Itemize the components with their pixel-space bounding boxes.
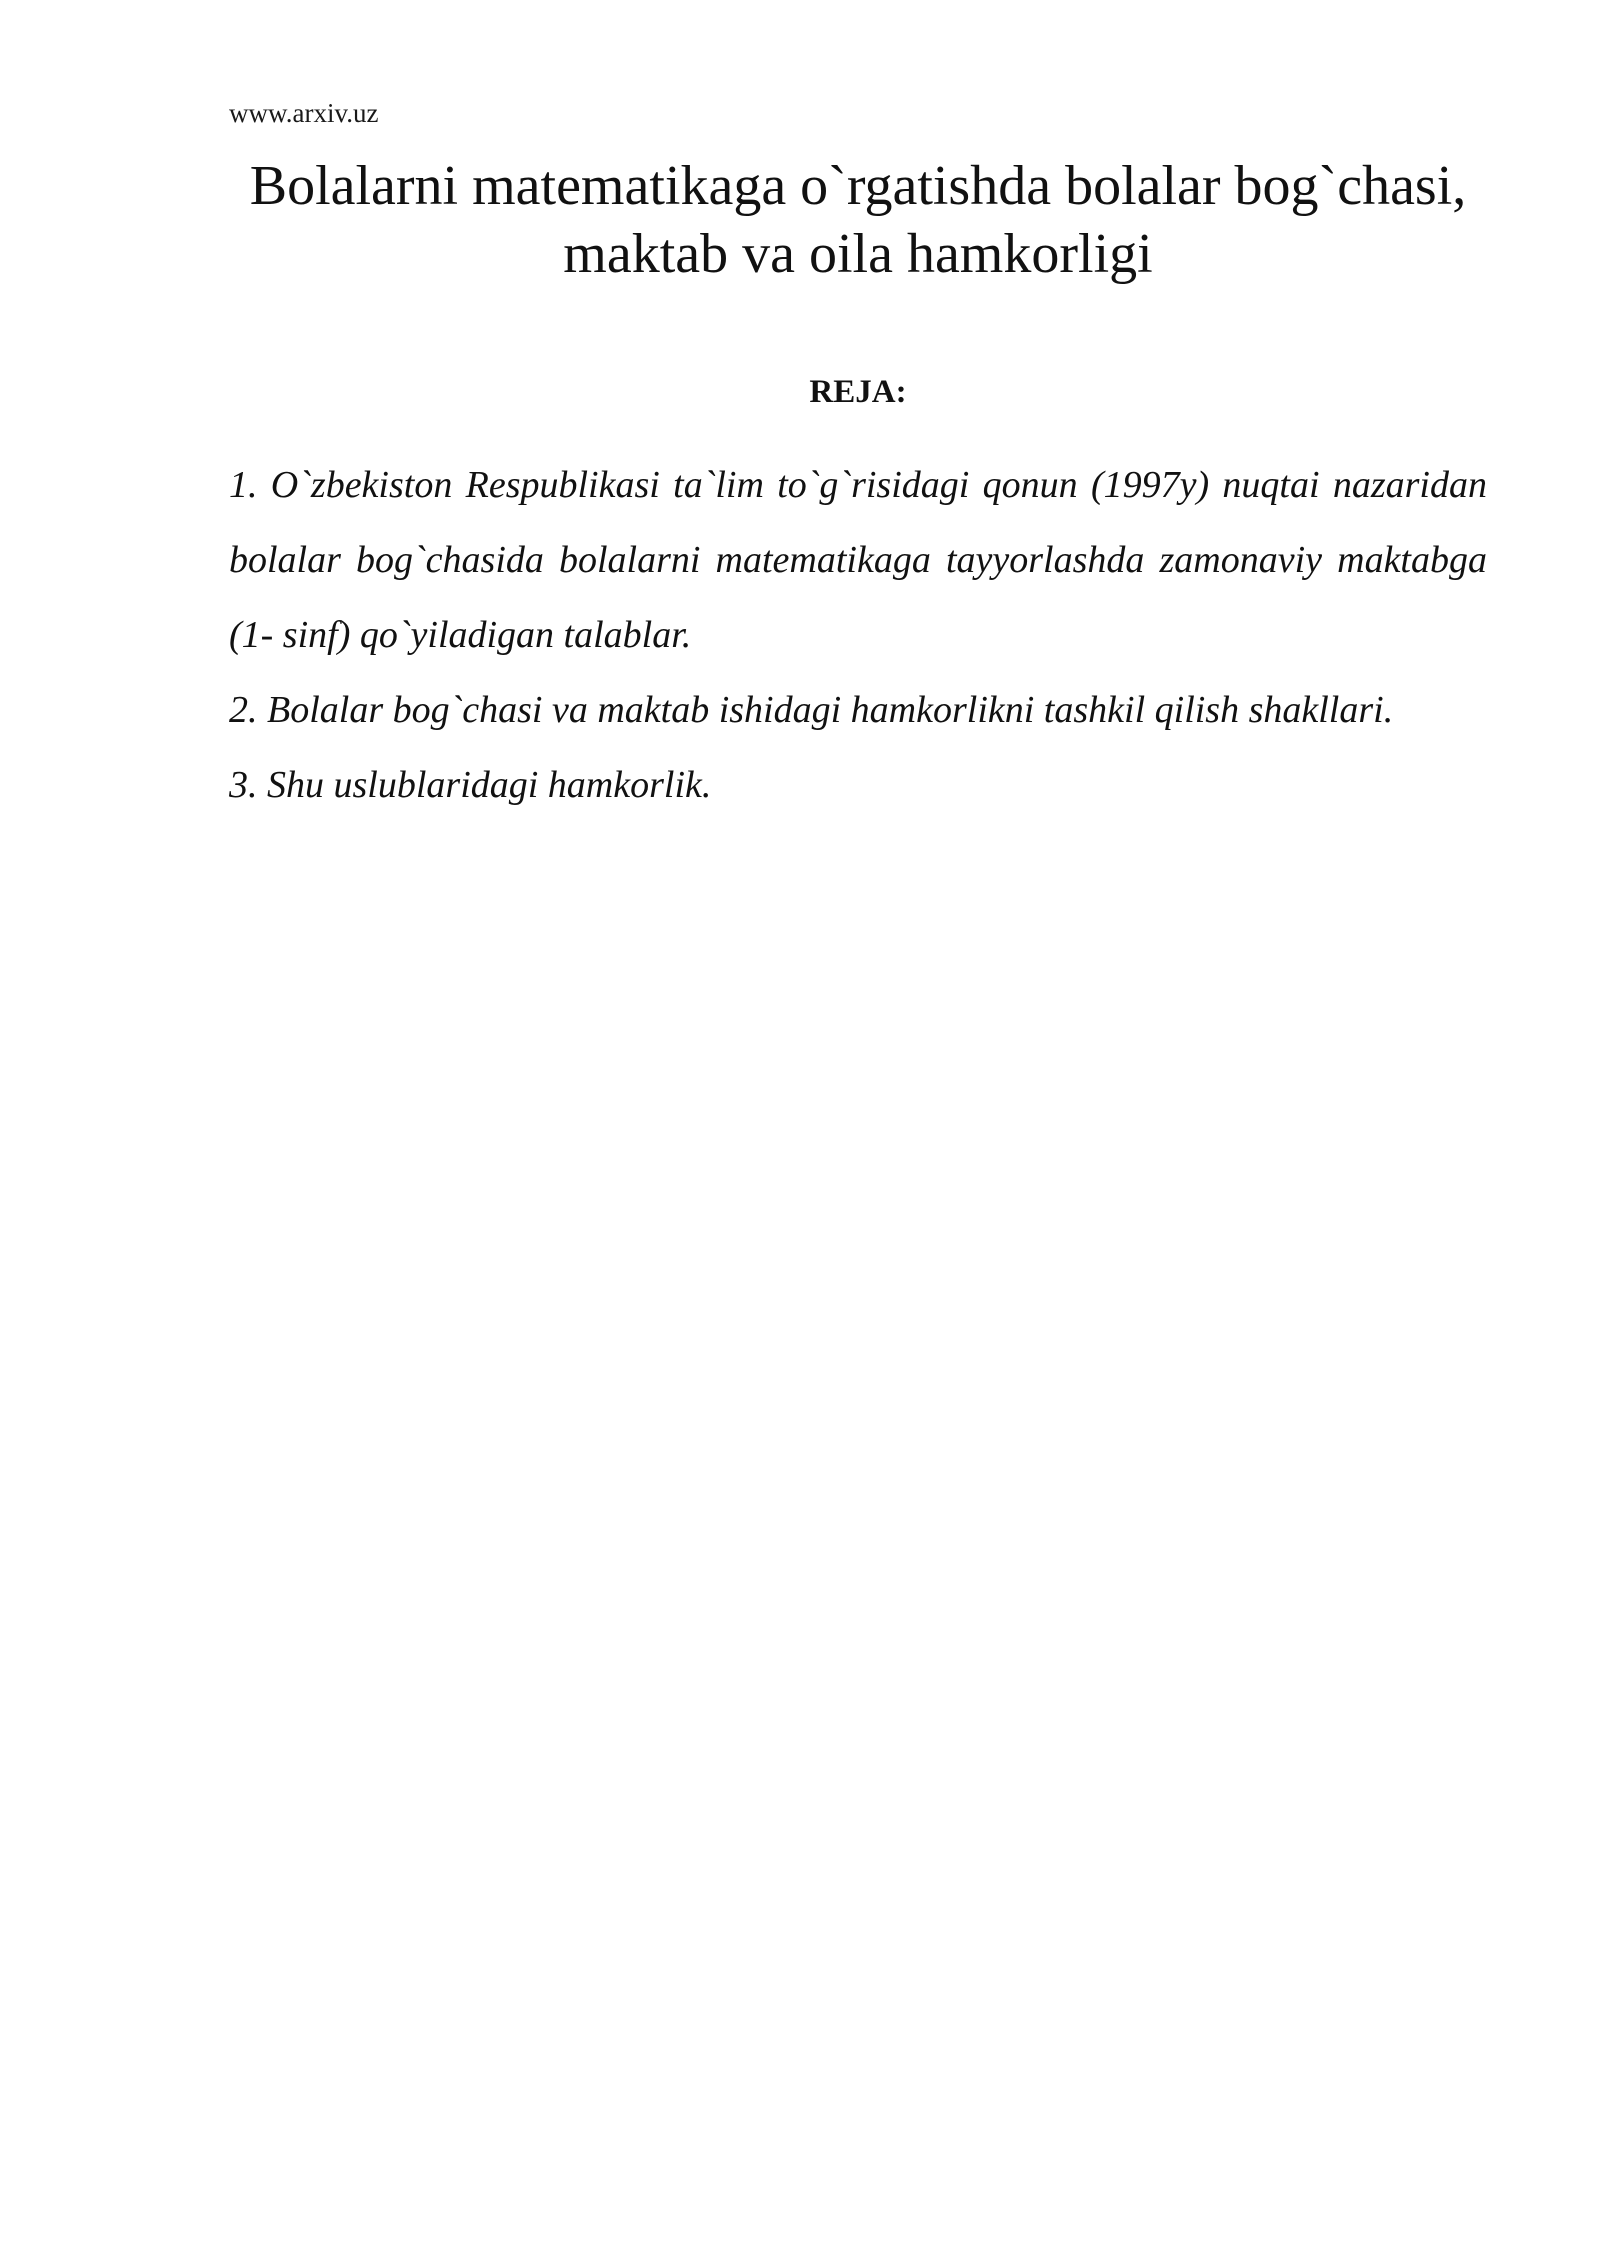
plan-item-1: 1. O`zbekiston Respublikasi ta`lim to`g`risidagi qonun (1997y) nuqtai nazaridan bolalar bog`chasida bolalarni matematikaga tayyorlashda zamonaviy maktabga (1- sinf) qo`yiladigan talablar.	[229, 464, 1487, 656]
document-title: Bolalarni matematikaga o`rgatishda bolalar bog`chasi, maktab va oila hamkorligi	[249, 155, 1467, 285]
plan-item-3: 3. Shu uslublaridagi hamkorlik.	[229, 764, 712, 806]
site-header: www.arxiv.uz	[229, 98, 379, 128]
plan-item-2: 2. Bolalar bog`chasi va maktab ishidagi hamkorlikni tashkil qilish shakllari.	[229, 689, 1394, 731]
plan-list	[229, 448, 1487, 823]
plan-heading: REJA:	[809, 374, 907, 410]
